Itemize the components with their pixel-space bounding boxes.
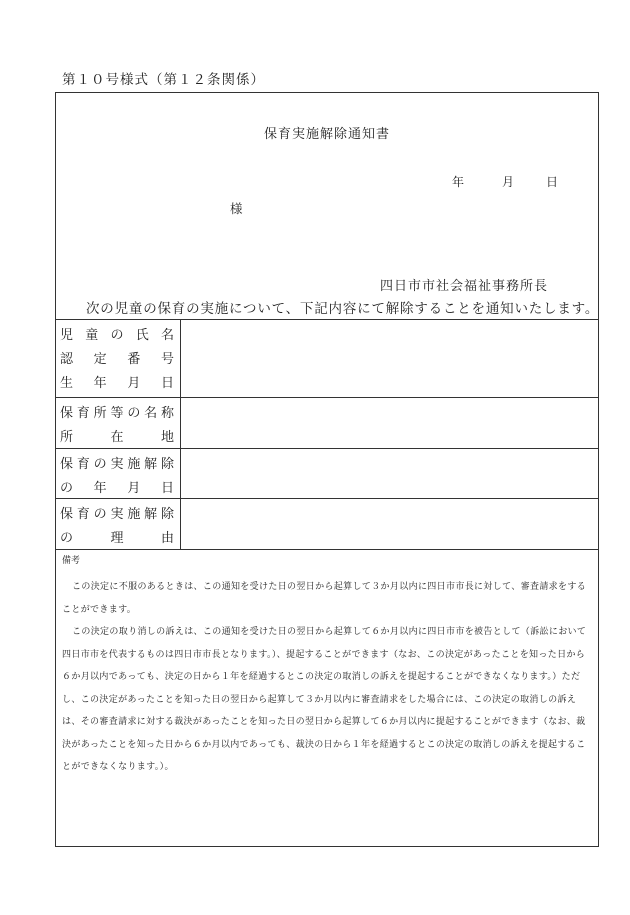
row-value — [181, 398, 598, 448]
row-label-line — [60, 372, 174, 396]
label-char: の — [110, 328, 124, 343]
info-table — [56, 319, 598, 550]
row-label-line — [60, 477, 174, 501]
label-char: の — [93, 457, 107, 472]
label-char: 育 — [76, 457, 90, 472]
notes-paragraph: この決定に不服のあるときは、この通知を受けた日の翌日から起算して３か月以内に四日市市長に対して、審査請求をすることができます。 — [62, 582, 587, 615]
label-char: 年 — [93, 376, 107, 391]
label-char: 定 — [93, 352, 107, 367]
notes-section — [56, 548, 598, 779]
notes-paragraph: この決定の取り消しの訴えは、この通知を受けた日の翌日から起算して６か月以内に四日市市を被告として（訴訟において四日市市を代表するものは四日市市長となります。）、提起することができます（なお、この決定があったことを知った日から６か月以内であっても、決定の日から１年を経過するとこの決定の取消しの訴えを提起することができなくなります。）ただし、この決定があったことを知った日の翌日から起算して３か月以内に審査請求をした場合には、この決定の取消しの訴えは、その審査請求に対する裁決があったことを知った日の翌日から起算して６か月以内に提起することができます（なお、裁決があったことを知った日から６か月以内であっても、裁決の日から１年を経過するとこの決定の取消しの訴えを提起することができなくなります。）。 — [62, 627, 587, 772]
row-label-line — [60, 402, 174, 426]
label-char: 育 — [76, 507, 90, 522]
date-day: 日 — [546, 175, 559, 189]
label-char: 児 — [60, 328, 74, 343]
label-char: 施 — [127, 507, 141, 522]
row-label-line — [60, 453, 174, 477]
label-char: 地 — [160, 430, 174, 445]
label-char: 理 — [110, 531, 124, 546]
row-label — [56, 499, 181, 549]
row-value — [181, 320, 598, 397]
label-char: 在 — [110, 430, 124, 445]
document-title: 保育実施解除通知書 — [263, 127, 390, 142]
label-char: 名 — [144, 406, 158, 421]
label-char: 保 — [60, 457, 74, 472]
label-char: 所 — [60, 430, 74, 445]
label-char: 生 — [60, 376, 74, 391]
row-label-line — [60, 348, 174, 372]
label-char: 認 — [60, 352, 74, 367]
row-label — [56, 398, 181, 448]
issuer-name: 四日市市社会福祉事務所長 — [379, 279, 548, 294]
label-char: 除 — [160, 457, 174, 472]
table-row — [56, 449, 598, 499]
label-char: 解 — [144, 457, 158, 472]
addressee-suffix: 様 — [230, 201, 243, 216]
label-char: 育 — [76, 406, 90, 421]
date-month: 月 — [502, 175, 515, 189]
row-label — [56, 320, 181, 397]
label-char: 所 — [93, 406, 107, 421]
label-char: 号 — [160, 352, 174, 367]
label-char: 保 — [60, 406, 74, 421]
label-char: 解 — [144, 507, 158, 522]
label-char: 施 — [127, 457, 141, 472]
label-char: 称 — [160, 406, 174, 421]
label-char: 日 — [160, 376, 174, 391]
label-char: 名 — [160, 328, 174, 343]
table-row — [56, 499, 598, 550]
form-number: 第１０号様式（第１２条関係） — [62, 72, 265, 88]
label-char: 等 — [110, 406, 124, 421]
label-char: 日 — [160, 481, 174, 496]
row-label-line — [60, 503, 174, 527]
label-char: 除 — [160, 507, 174, 522]
label-char: の — [127, 406, 141, 421]
date-line — [452, 173, 558, 190]
label-char: の — [93, 507, 107, 522]
notes-heading: 備考 — [62, 556, 81, 566]
date-year: 年 — [452, 175, 465, 189]
label-char: 実 — [110, 457, 124, 472]
label-char: 保 — [60, 507, 74, 522]
label-char: 番 — [127, 352, 141, 367]
row-label-line — [60, 324, 174, 348]
row-label — [56, 449, 181, 498]
intro-text: 次の児童の保育の実施について、下記内容にて解除することを通知いたします。 — [86, 301, 600, 317]
table-row — [56, 398, 598, 449]
table-row — [56, 320, 598, 398]
label-char: 由 — [160, 531, 174, 546]
row-value — [181, 449, 598, 498]
label-char: 実 — [110, 507, 124, 522]
label-char: 童 — [85, 328, 99, 343]
notice-frame — [55, 92, 599, 847]
row-label-line — [60, 426, 174, 450]
label-char: の — [60, 531, 74, 546]
label-char: 月 — [127, 481, 141, 496]
label-char: 月 — [127, 376, 141, 391]
label-char: の — [60, 481, 74, 496]
row-value — [181, 499, 598, 549]
label-char: 年 — [93, 481, 107, 496]
label-char: 氏 — [135, 328, 149, 343]
